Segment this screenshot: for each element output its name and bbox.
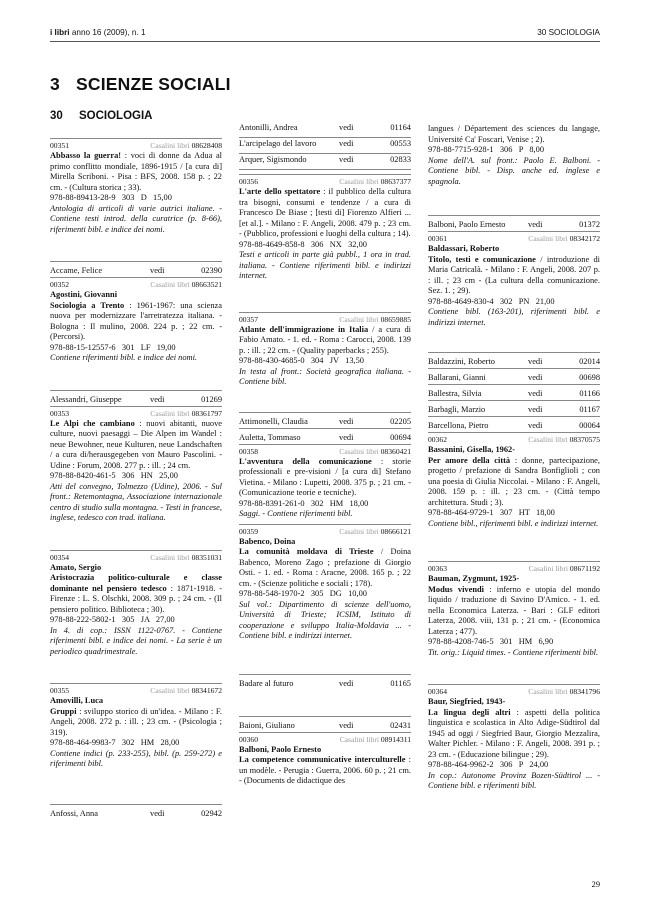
- entry-details: langues / Département des sciences du langage, Université Ca' Foscari, Venise ; 2).: [428, 124, 600, 144]
- column-1: [50, 138, 222, 820]
- entry-description: [428, 456, 600, 509]
- entry-header: [239, 315, 411, 325]
- entry-reference: [528, 687, 600, 696]
- entry-reference: [150, 553, 222, 562]
- entry-description: [239, 755, 411, 787]
- entry-reference: [339, 177, 411, 186]
- reference-number: 08628408: [191, 141, 222, 150]
- entry-reference: [339, 315, 411, 324]
- cross-reference-name: Accame, Felice: [50, 266, 103, 275]
- entry-author: Bauman, Zygmunt, 1925-: [428, 574, 520, 583]
- cross-reference-name: Balboni, Paolo Ernesto: [428, 220, 506, 229]
- entry-title: La competence communicative interculturelle: [239, 755, 406, 764]
- entry-title: Per amore della città: [428, 455, 511, 465]
- entry-header: [239, 527, 411, 537]
- cross-reference-code: 00698: [579, 373, 600, 382]
- entry-note: Antologia di articoli di varie autrici italiane. - Contiene testi introd. della curatrice (p. 8-66), riferimenti bibl. e indice dei nomi.: [50, 203, 222, 234]
- cross-reference: [239, 412, 411, 428]
- catalog-entry: [428, 684, 600, 792]
- cross-reference: [239, 154, 411, 170]
- catalog-entry: [428, 561, 600, 658]
- entry-code: 00357: [239, 314, 258, 324]
- entry-header: [50, 686, 222, 696]
- entry-details: : sviluppo storico di un'idea. - Milano : F. Angeli, 2008. 272 p. : ill. ; 23 cm. - (Psicologia ; 319).: [50, 706, 223, 737]
- entry-isbn-line: 978-88-89413-28-9 303 D 15,00: [50, 193, 172, 202]
- entry-details: : un modèle. - Perugia : Guerra, 2006. 60 p. ; 21 cm. - (Documents de didactique des: [239, 755, 411, 785]
- entry-author: Agostini, Giovanni: [50, 290, 118, 299]
- catalog-entry: [239, 312, 411, 388]
- reference-label: Casalini libri: [339, 446, 381, 456]
- entry-code: 00358: [239, 446, 258, 456]
- cross-reference-vedi: vedi: [528, 421, 543, 430]
- entry-isbn-line: 978-88-15-12557-6 301 LF 19,00: [50, 342, 176, 352]
- catalog-entry: [428, 432, 600, 529]
- entry-note: Sul vol.: Dipartimento di scienze dell'uomo, Università di Trieste; ICSIM, Istituto di cooperazione e sviluppo Italia-Moldavia ... - Contiene bibl. e indirizzi internet.: [239, 599, 411, 640]
- running-head-journal: i libri anno 16 (2009), n. 1: [50, 28, 146, 37]
- entry-header: [50, 280, 222, 290]
- entry-isbn-line: 978-88-7715-928-1 306 P 8,00: [428, 145, 545, 154]
- cross-reference-name: Ballestra, Silvia: [428, 389, 482, 398]
- cross-reference-code: 02390: [201, 266, 222, 275]
- entry-note: Contiene riferimenti bibl. e indice dei nomi.: [50, 353, 198, 362]
- entry-description: [239, 187, 411, 240]
- cross-reference: [428, 215, 600, 231]
- entry-isbn-line: 978-88-4649-858-8 306 NX 32,00: [239, 239, 367, 249]
- entry-note: Nome dell'A. sul front.: Paolo E. Balboni. - Contiene bibl. - Disp. anche ed. inglese e spagnola.: [428, 155, 600, 186]
- cross-reference-code: 00064: [579, 421, 600, 430]
- cross-reference-vedi: vedi: [150, 266, 165, 275]
- entry-description: [50, 707, 222, 739]
- chapter-heading: [50, 74, 600, 95]
- entry-header: [428, 564, 600, 574]
- cross-reference: [428, 416, 600, 432]
- entry-author: Bassanini, Gisella, 1962-: [428, 445, 516, 454]
- entry-code: 00351: [50, 141, 69, 150]
- entry-description: [239, 457, 411, 499]
- entry-description: [428, 585, 600, 638]
- entry-note: In testa al front.: Società geografica italiana. - Contiene bibl.: [239, 366, 411, 386]
- entry-description: [50, 151, 222, 193]
- entry-note: Tit. orig.: Liquid times. - Contiene riferimenti bibl.: [428, 647, 599, 657]
- cross-reference-vedi: vedi: [339, 123, 354, 132]
- reference-label: Casalini libri: [150, 686, 192, 695]
- entry-details: : donne, partecipazione, progetto / prefazione di Sandra Bonfiglioli ; con una poesia di Giulia Niccolai. - Milano : F. Angeli, 2008. 159 p. : ill. ; 23 cm. - (Città tempo architettura. Studi ; 3).: [428, 455, 600, 507]
- entry-author: Baldassari, Roberto: [428, 244, 500, 253]
- catalog-entry: [50, 138, 222, 235]
- reference-label: Casalini libri: [339, 734, 381, 744]
- entry-header: [428, 234, 600, 244]
- entry-description: [428, 708, 600, 761]
- reference-number: 08361797: [191, 408, 222, 418]
- reference-number: 08663521: [191, 280, 222, 289]
- reference-number: 08342172: [569, 234, 600, 243]
- cross-reference: [239, 122, 411, 138]
- chapter-number: 3: [50, 74, 60, 94]
- entry-reference: [150, 141, 222, 150]
- entry-isbn-line: 978-88-8420-461-5 306 HN 25,00: [50, 471, 178, 480]
- reference-number: 08370575: [569, 435, 600, 444]
- reference-number: 08671192: [569, 564, 600, 573]
- entry-author: Balboni, Paolo Ernesto: [239, 744, 322, 754]
- entry-header: [50, 553, 222, 563]
- cross-reference-name: Arquer, Sigismondo: [239, 155, 307, 164]
- chapter-title: SCIENZE SOCIALI: [76, 74, 231, 94]
- catalog-entry: [50, 406, 222, 524]
- cross-reference-code: 01164: [390, 123, 411, 132]
- catalog-entry: [50, 277, 222, 364]
- entry-code: 00362: [428, 435, 447, 444]
- entry-details: / Doina Babenco, Moreno Zago ; prefazione di Giorgio Osti. - 1. ed. - Roma : Aracne, 2008. 165 p. ; 22 cm. - (Scienze politiche e sociali ; 178).: [239, 547, 412, 588]
- cross-reference-vedi: vedi: [339, 416, 354, 426]
- entry-code: 00352: [50, 280, 69, 289]
- reference-label: Casalini libri: [528, 435, 570, 444]
- entry-author: Babenco, Doina: [239, 536, 296, 546]
- cross-reference: [428, 384, 600, 400]
- reference-label: Casalini libri: [150, 141, 192, 150]
- reference-label: Casalini libri: [339, 177, 381, 186]
- cross-reference: [50, 390, 222, 406]
- reference-label: Casalini libri: [528, 234, 570, 243]
- entry-code: 00360: [239, 734, 258, 744]
- entry-title: L'arte dello spettatore: [239, 187, 321, 196]
- catalog-entry: [50, 683, 222, 770]
- cross-reference-vedi: vedi: [528, 220, 543, 229]
- cross-reference-code: 00553: [390, 139, 411, 148]
- entry-description: [428, 255, 600, 297]
- entry-note: In cop.: Autonome Provinz Bozen-Südtirol ... - Contiene bibl. e riferimenti bibl.: [428, 770, 600, 790]
- section-heading: [50, 110, 230, 122]
- entry-code: 00353: [50, 408, 69, 418]
- reference-number: 08637377: [380, 177, 411, 186]
- entry-header: [428, 687, 600, 697]
- cross-reference-vedi: vedi: [150, 394, 165, 404]
- cross-reference-name: L'arcipelago del lavoro: [239, 139, 317, 148]
- entry-title: Modus vivendi: [428, 584, 484, 594]
- cross-reference-name: Barbagli, Marzio: [428, 405, 486, 414]
- cross-reference-code: 02205: [390, 416, 411, 426]
- entry-header: [50, 409, 222, 419]
- reference-number: 08659885: [380, 314, 411, 324]
- cross-reference-name: Barcellona, Pietro: [428, 421, 489, 430]
- entry-reference: [340, 735, 411, 744]
- cross-reference: [239, 674, 411, 690]
- cross-reference-name: Auletta, Tommaso: [239, 432, 301, 442]
- column-2: [239, 122, 411, 787]
- entry-isbn-line: 978-88-4649-830-4 302 PN 21,00: [428, 296, 555, 306]
- entry-note: In 4. di cop.: ISSN 1122-0767. - Contiene riferimenti bibl. e indice dei nomi. - La serie è un periodico quadrimestrale.: [50, 625, 222, 656]
- entry-header: [239, 447, 411, 457]
- cross-reference-code: 02833: [390, 155, 411, 164]
- entry-note: Saggi. - Contiene riferimenti bibl.: [239, 509, 353, 518]
- cross-reference-vedi: vedi: [339, 720, 354, 730]
- catalog-entry: [239, 444, 411, 520]
- cross-reference-code: 02431: [390, 720, 411, 730]
- entry-code: 00355: [50, 686, 69, 695]
- entry-note: Testi e articoli in parte già pubbl., 1 ora in trad. italiana. - Contiene riferimenti bibl. e indirizzi internet.: [239, 250, 411, 280]
- entry-reference: [339, 527, 411, 536]
- cross-reference-code: 02014: [579, 357, 600, 366]
- entry-code: 00356: [239, 177, 258, 186]
- entry-title: Le Alpi che cambiano: [50, 418, 135, 428]
- cross-reference-vedi: vedi: [339, 155, 354, 164]
- cross-reference-vedi: vedi: [528, 373, 543, 382]
- column-3: [428, 122, 600, 792]
- entry-code: 00363: [428, 564, 447, 573]
- cross-reference-vedi: vedi: [339, 432, 354, 442]
- cross-reference: [50, 261, 222, 277]
- catalog-entry: [239, 732, 411, 787]
- cross-reference-code: 01372: [579, 220, 600, 229]
- entry-isbn-line: 978-88-4208-746-5 301 HM 6,90: [428, 637, 554, 646]
- entry-title: Aristocrazia politico-culturale e classe dominante nel pensiero tedesco: [50, 573, 222, 593]
- entry-details: / introduzione di Maria Catricalà. - Milano : F. Angeli, 2008. 207 p. : ill. ; 23 cm - (La cultura della comunicazione. Sez. 1. ; 29).: [428, 254, 601, 295]
- entry-isbn-line: 978-88-464-9983-7 302 HM 28,00: [50, 738, 180, 747]
- entry-reference: [528, 435, 600, 444]
- entry-note: Contiene indici (p. 233-255), bibl. (p. 259-272) e riferimenti bibl.: [50, 748, 222, 768]
- entry-details: : il pubblico della cultura tra bisogni, consumi e tendenze / a cura di Francesco De Biase ; [testi di] Fiorenzo Alfieri ... [et al.]. - Milano : F. Angeli, 2008. 479 p. ; 23 cm. - (Pubblico, professioni e luoghi della cultura ; 14).: [239, 187, 412, 238]
- page-number: 29: [591, 880, 600, 889]
- entry-details: : 1871-1918. - Firenze : L. S. Olschki, 2008. 309 p. ; 24 cm. - (Il pensiero politico. Biblioteca ; 30).: [50, 583, 223, 614]
- cross-reference: [428, 368, 600, 384]
- running-head: [50, 28, 600, 42]
- entry-description: [428, 124, 600, 145]
- entry-details: : voci di donne da Adua al primo conflitto mondiale, 1896-1915 / [a cura di] Mirella Scriboni. - Pisa : BFS, 2008. 158 p. ; 22 cm. - (Cultura storica ; 33).: [50, 151, 222, 192]
- entry-author: Amato, Sergio: [50, 562, 102, 572]
- reference-label: Casalini libri: [150, 408, 192, 418]
- cross-reference-name: Anfossi, Anna: [50, 808, 98, 818]
- cross-reference-code: 01167: [579, 405, 600, 414]
- cross-reference-code: 01269: [201, 394, 222, 404]
- entry-details: : nuovi abitanti, nuove culture, nuovi paesaggi – Die Alpen im Wandel : neue Bewohner, neue Kulturen, neue Landschaften / a cura di/herausgegeben von Mauro Pascolini. - Udine : Forum, 2008. 277 p. : ill. ; 24 cm.: [50, 418, 222, 470]
- entry-code: 00359: [239, 526, 258, 536]
- entry-isbn-line: 978-88-430-4685-0 304 JV 13,50: [239, 356, 364, 365]
- entry-description: [50, 301, 222, 343]
- entry-title: La comunità moldava di Trieste: [239, 547, 374, 556]
- entry-continuation: [428, 122, 600, 187]
- entry-details: : aspetti della politica linguistica e scolastica in Alto Adige-Südtirol dal 1945 ad oggi / Siegfried Baur, Giorgio Mezzalira, Walter Pichler. - Milano : F. Angeli, 2008. 391 p. ; 23 cm. - (Educazione bilingue ; 29).: [428, 707, 600, 759]
- cross-reference: [428, 400, 600, 416]
- cross-reference-vedi: vedi: [528, 389, 543, 398]
- catalog-entry: [50, 550, 222, 658]
- cross-reference: [239, 428, 411, 444]
- entry-isbn-line: 978-88-8391-261-0 302 HM 18,00: [239, 498, 369, 508]
- entry-header: [239, 735, 411, 745]
- entry-author: Amovilli, Luca: [50, 696, 104, 705]
- entry-reference: [529, 564, 600, 573]
- cross-reference-name: Baioni, Giuliano: [239, 720, 295, 730]
- catalog-entry: [239, 524, 411, 642]
- catalog-entry: [239, 174, 411, 282]
- entry-details: / a cura di Fabio Amato. - 1. ed. - Roma : Carocci, 2008. 139 p. : ill. ; 22 cm. - (Quality paperbacks ; 255).: [239, 324, 411, 355]
- cross-reference: [428, 352, 600, 368]
- section-number: 30: [50, 110, 63, 122]
- entry-header: [50, 141, 222, 151]
- entry-title: Abbasso la guerra!: [50, 151, 122, 160]
- entry-description: [239, 547, 411, 589]
- reference-label: Casalini libri: [150, 552, 192, 562]
- entry-note: Contiene bibl. (163-201), riferimenti bibl. e indirizzi internet.: [428, 307, 600, 327]
- entry-isbn-line: 978-88-222-5802-1 305 JA 27,00: [50, 615, 175, 624]
- entry-description: [50, 419, 222, 472]
- entry-description: [50, 573, 222, 615]
- cross-reference-vedi: vedi: [528, 405, 543, 414]
- entry-title: Gruppi: [50, 706, 77, 716]
- entry-details: : inferno e utopia del mondo liquido / traduzione di Savino D'Amico. - 1. ed. nella Economica Laterza. - Bari : GLF editori Laterza, 2008. viii, 131 p. ; 21 cm. - (Economica Laterza ; 477).: [428, 584, 600, 636]
- entry-reference: [528, 234, 600, 243]
- entry-isbn-line: 978-88-464-9729-1 307 HT 18,00: [428, 508, 555, 517]
- reference-label: Casalini libri: [528, 564, 570, 573]
- cross-reference: [239, 138, 411, 154]
- reference-number: 08666121: [380, 526, 411, 536]
- entry-author: Baur, Siegfried, 1943-: [428, 697, 506, 706]
- entry-code: 00361: [428, 234, 447, 243]
- entry-description: [239, 325, 411, 357]
- cross-reference-name: Badare al futuro: [239, 678, 294, 688]
- reference-number: 08341796: [569, 687, 600, 696]
- entry-note: Atti del convegno, Tolmezzo (Udine), 2006. - Sul front.: Retemontagna, Associazione internazionale centro di studio sulla montagna. - Testi in francese, inglese, tedesco con trad. italiana.: [50, 481, 222, 522]
- entry-reference: [150, 686, 222, 695]
- cross-reference-name: Attimonelli, Claudia: [239, 416, 308, 426]
- entry-reference: [150, 409, 222, 418]
- reference-number: 08341672: [191, 686, 222, 695]
- cross-reference: [50, 804, 222, 820]
- cross-reference-name: Alessandri, Giuseppe: [50, 394, 122, 404]
- reference-number: 08360421: [380, 446, 411, 456]
- entry-isbn-line: 978-88-464-9962-2 306 P 24,00: [428, 760, 549, 769]
- entry-note: Contiene bibl., riferimenti bibl. e indirizzi internet.: [428, 518, 599, 528]
- cross-reference-code: 00694: [390, 432, 411, 442]
- entry-title: L'avventura della comunicazione: [239, 456, 372, 466]
- entry-title: La lingua degli altri: [428, 707, 511, 717]
- header-rule: [50, 41, 600, 42]
- cross-reference-vedi: vedi: [150, 808, 165, 818]
- cross-reference-vedi: vedi: [528, 357, 543, 366]
- cross-reference-code: 01165: [390, 678, 411, 688]
- cross-reference-code: 01166: [579, 389, 600, 398]
- reference-label: Casalini libri: [150, 280, 192, 289]
- entry-reference: [150, 280, 222, 289]
- entry-header: [428, 435, 600, 445]
- cross-reference-vedi: vedi: [339, 139, 354, 148]
- cross-reference-name: Ballarani, Gianni: [428, 373, 486, 382]
- entry-title: Titolo, testi e comunicazione: [428, 254, 536, 264]
- entry-title: Atlante dell'immigrazione in Italia: [239, 324, 369, 334]
- reference-label: Casalini libri: [528, 687, 570, 696]
- entry-details: : 1961-1967: una scienza nuova per modernizzare l'arretratezza italiana. - Bologna : Il mulino, 2008. 224 p. ; 22 cm. - (Percorsi).: [50, 300, 222, 341]
- catalog-entry: [428, 231, 600, 328]
- entry-title: Sociologia a Trento: [50, 300, 125, 310]
- reference-label: Casalini libri: [339, 314, 381, 324]
- entry-reference: [339, 447, 411, 456]
- reference-label: Casalini libri: [339, 526, 381, 536]
- cross-reference-code: 02942: [201, 808, 222, 818]
- section-title: SOCIOLOGIA: [79, 110, 153, 122]
- cross-reference-name: Baldazzini, Roberto: [428, 357, 495, 366]
- entry-details: : storie professionali e pre-visioni / [a cura di] Stefano Vietina. - Milano : Lupetti, 2008. 375 p. ; 21 cm. - (Comunicazione teorie e tecniche).: [239, 456, 412, 497]
- running-head-section: 30 SOCIOLOGIA: [537, 28, 600, 37]
- entry-code: 00354: [50, 552, 69, 562]
- cross-reference: [239, 716, 411, 732]
- reference-number: 08914311: [380, 734, 411, 744]
- entry-code: 00364: [428, 687, 447, 696]
- entry-isbn-line: 978-88-548-1970-2 305 DG 10,00: [239, 589, 367, 598]
- cross-reference-vedi: vedi: [339, 678, 354, 688]
- cross-reference-name: Antonilli, Andrea: [239, 123, 298, 132]
- reference-number: 08351031: [191, 552, 222, 562]
- entry-header: [239, 177, 411, 187]
